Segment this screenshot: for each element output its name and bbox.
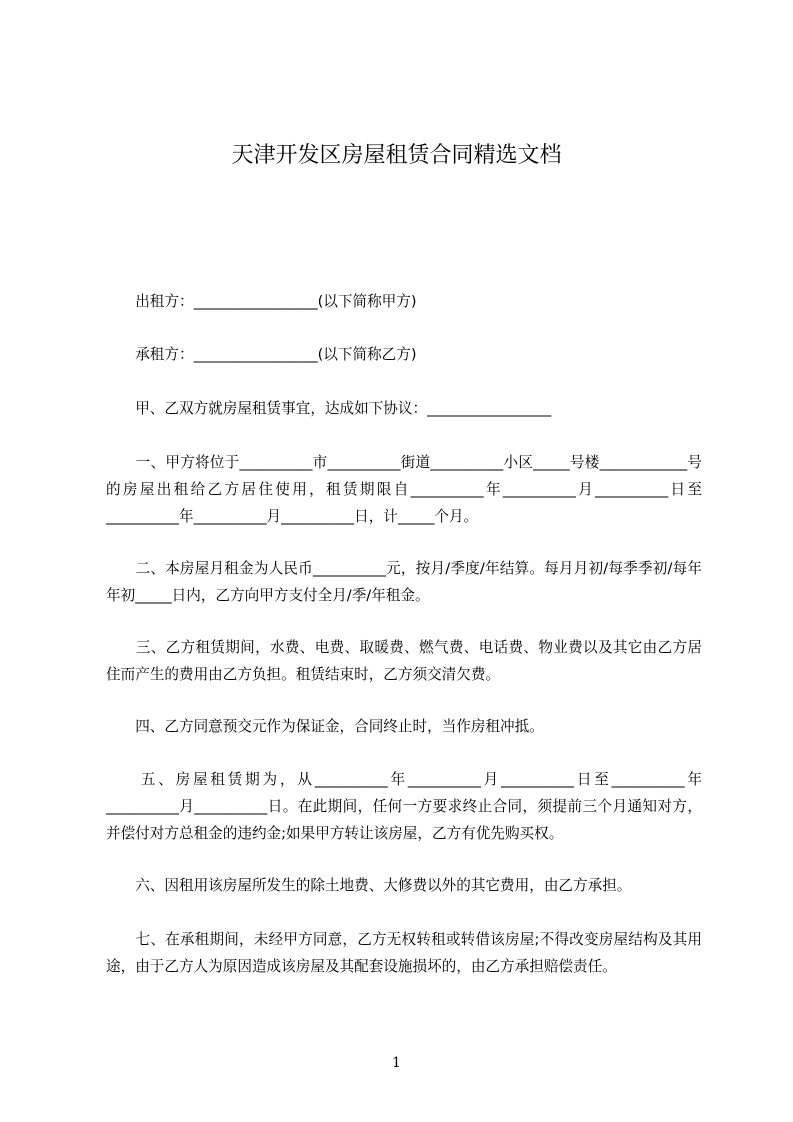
agreement-intro: 甲、乙双方就房屋租赁事宜，达成如下协议：_________________ [106,400,552,417]
document-title: 天津开发区房屋租赁合同精选文档 [231,143,562,168]
lessee-line: 承租方：_________________(以下简称乙方) [106,346,417,363]
clause-5: 五、房屋租赁期为，从__________年__________月__________日至__________年__________月__________日。在此期间，任何一方要求终止合同，须提前三个月通知对方，并偿付对方总租金的违约金;如果甲方转让该房屋，乙方有优先购买权。 [106,771,702,842]
clause-1: 一、甲方将位于__________市__________街道__________小区_____号楼____________号的房屋出租给乙方居住使用，租赁期限自__________年__________月__________日至__________年__________月__________日，计_____个月。 [106,454,702,525]
page-number: 1 [392,1055,401,1071]
clause-7: 七、在承租期间，未经甲方同意，乙方无权转租或转借该房屋;不得改变房屋结构及其用途，由于乙方人为原因造成该房屋及其配套设施损坏的，由乙方承担赔偿责任。 [106,931,702,975]
clause-3: 三、乙方租赁期间，水费、电费、取暖费、燃气费、电话费、物业费以及其它由乙方居住而产生的费用由乙方负担。租赁结束时，乙方须交清欠费。 [106,639,702,683]
clause-2: 二、本房屋月租金为人民币__________元，按月/季度/年结算。每月月初/每季季初/每年年初_____日内，乙方向甲方支付全月/季/年租金。 [106,560,702,604]
lessor-line: 出租方：_________________(以下简称甲方) [106,293,417,310]
clause-4: 四、乙方同意预交元作为保证金，合同终止时，当作房租冲抵。 [106,718,544,735]
clause-6: 六、因租用该房屋所发生的除土地费、大修费以外的其它费用，由乙方承担。 [106,877,632,894]
